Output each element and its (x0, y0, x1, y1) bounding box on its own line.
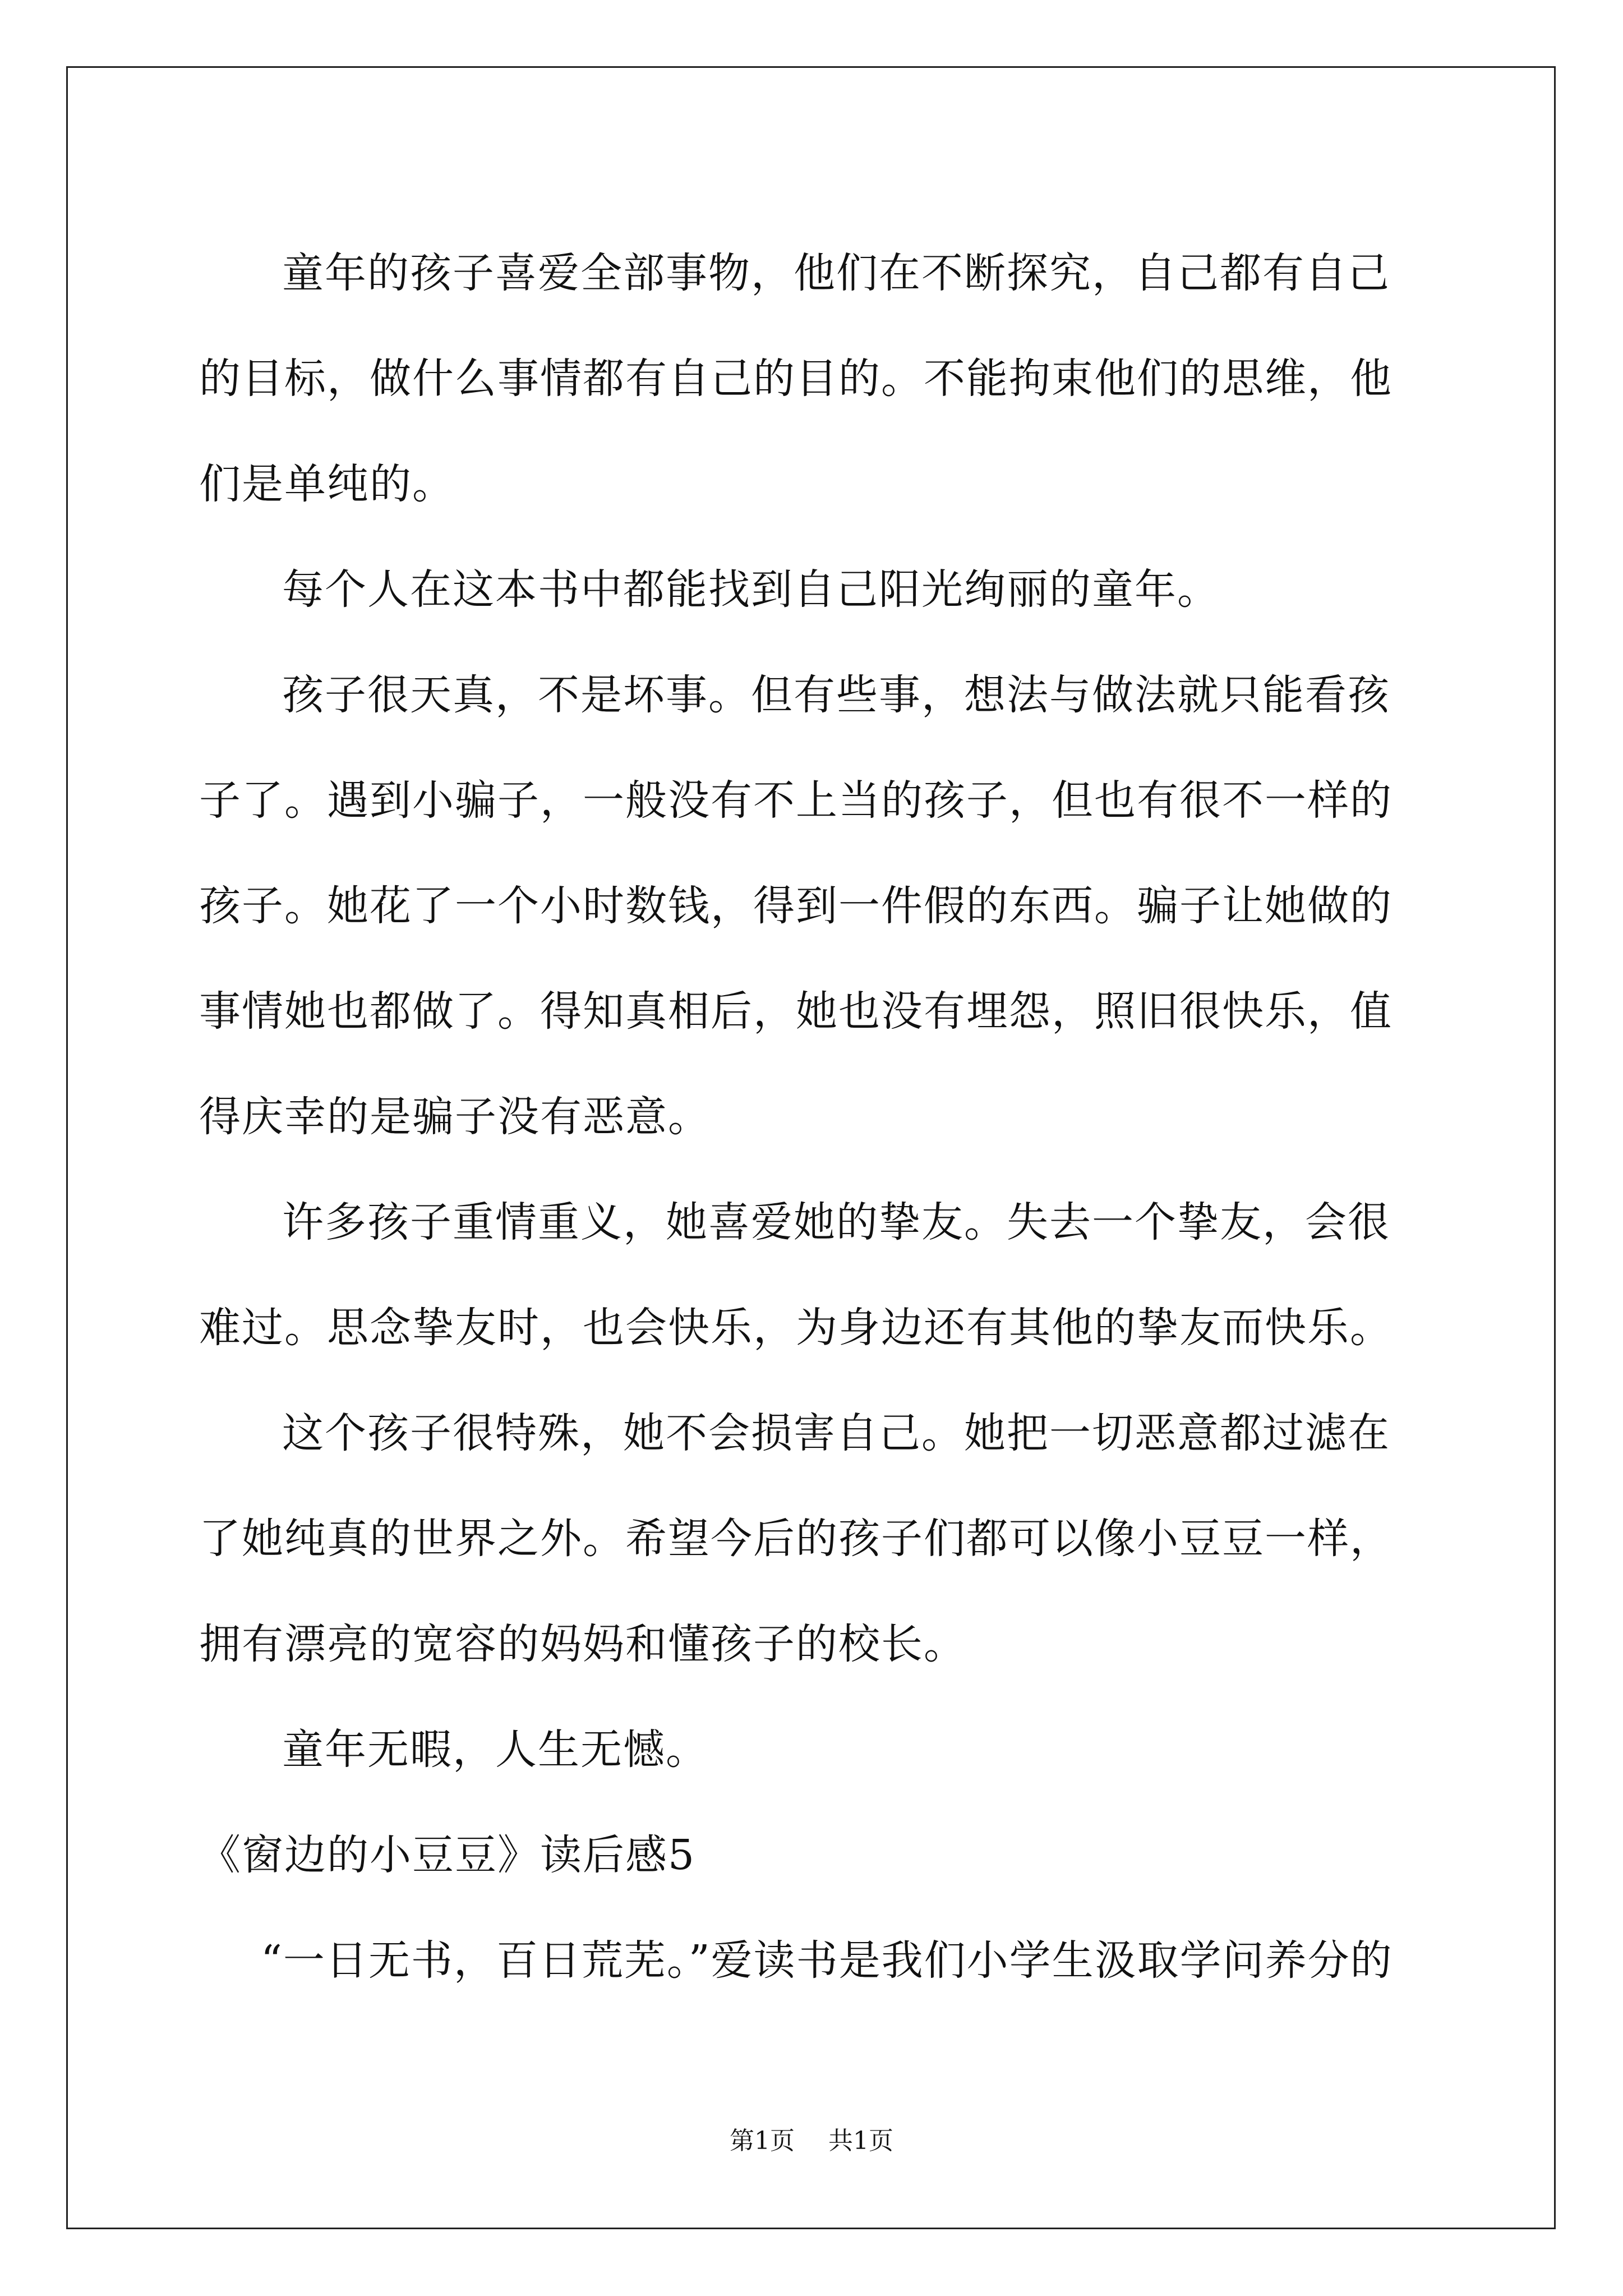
document-body (199, 220, 1427, 2013)
paragraph-1: 童年的孩子喜爱全部事物，他们在不断探究，自己都有自己的目标，做什么事情都有自己的目的。不能拘束他们的思维，他们是单纯的。 (199, 249, 1393, 508)
section-heading: 《窗边的小豆豆》读后感5 (199, 1831, 696, 1879)
page-number-current: 第1页 (730, 2127, 795, 2155)
paragraph-2: 每个人在这本书中都能找到自己阳光绚丽的童年。 (282, 565, 1220, 614)
paragraph-3: 孩子很天真，不是坏事。但有些事，想法与做法就只能看孩子了。遇到小骗子，一般没有不上当的孩子，但也有很不一样的孩子。她花了一个小时数钱，得到一件假的东西。骗子让她做的事情她也都做了。得知真相后，她也没有埋怨，照旧很快乐，值得庆幸的是骗子没有恶意。 (199, 671, 1393, 1141)
paragraph-4: 许多孩子重情重义，她喜爱她的挚友。失去一个挚友，会很难过。思念挚友时，也会快乐，为身边还有其他的挚友而快乐。 (199, 1198, 1393, 1352)
paragraph-7: “一日无书，百日荒芜。”爱读书是我们小学生汲取学问养分的 (261, 1936, 1393, 1985)
page-footer (0, 2120, 1623, 2156)
paragraph-6: 童年无暇，人生无憾。 (282, 1726, 708, 1774)
paragraph-5: 这个孩子很特殊，她不会损害自己。她把一切恶意都过滤在了她纯真的世界之外。希望今后的孩子们都可以像小豆豆一样，拥有漂亮的宽容的妈妈和懂孩子的校长。 (199, 1409, 1393, 1668)
page-number-total: 共1页 (828, 2127, 893, 2155)
